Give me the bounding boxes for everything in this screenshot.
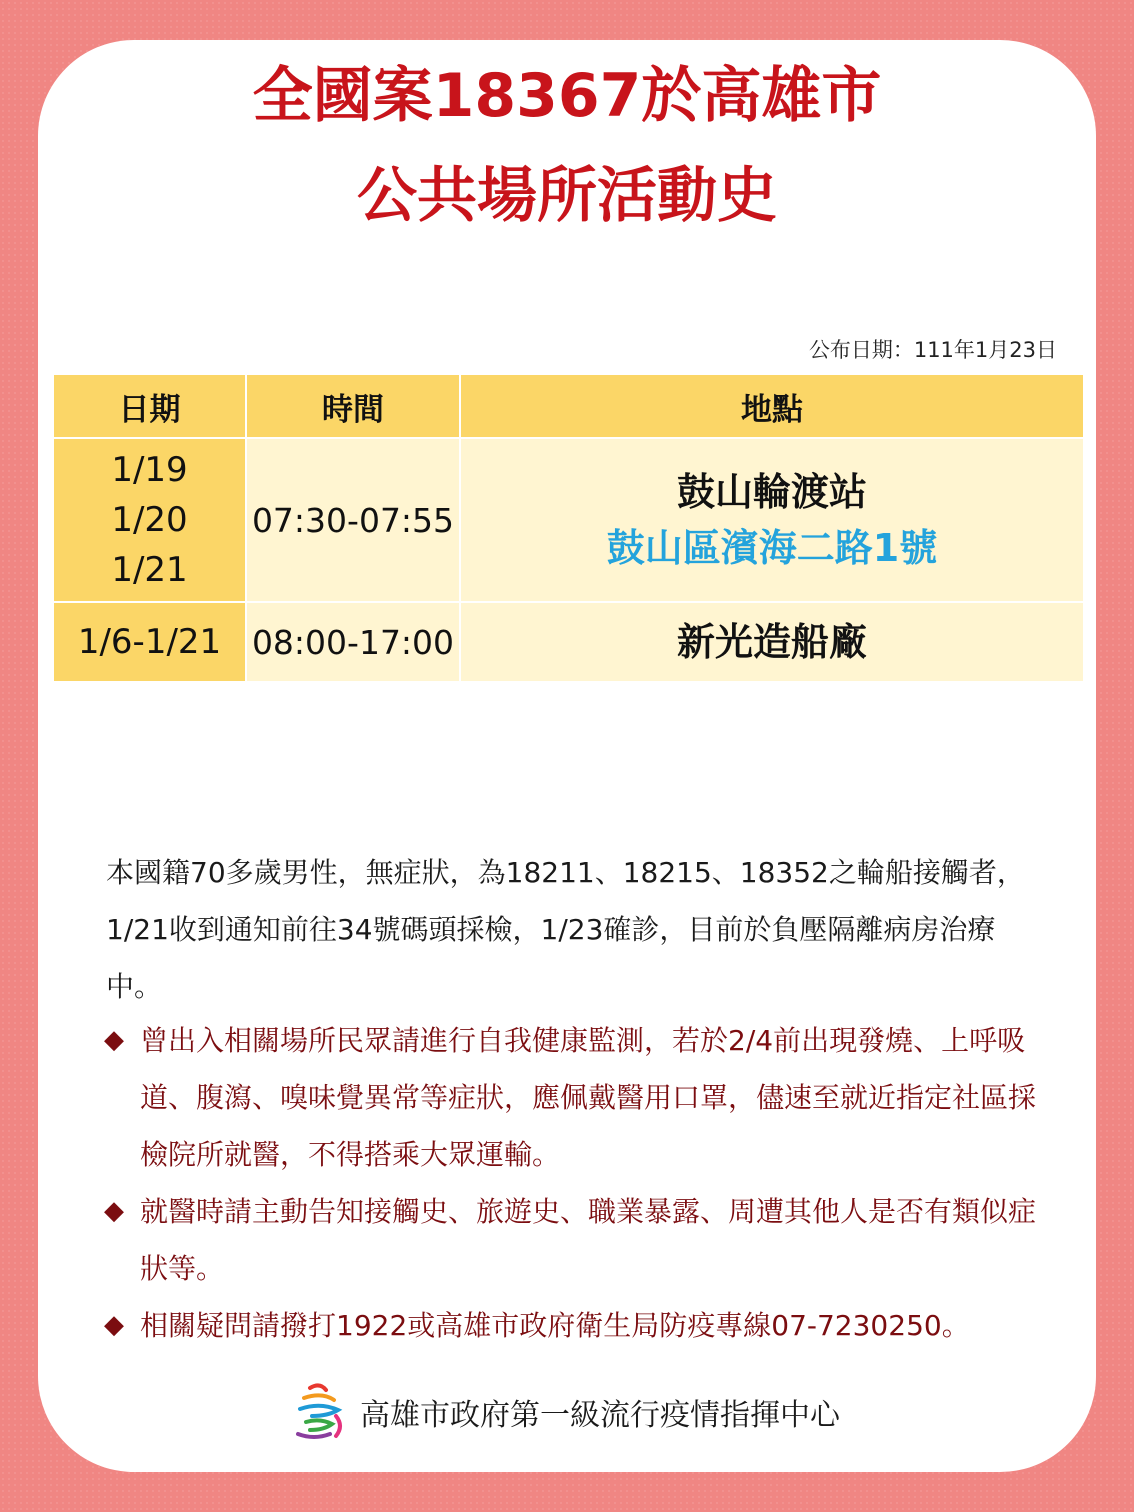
list-item	[104, 1297, 1054, 1354]
time-cell: 08:00-17:00	[246, 602, 460, 682]
time-cell: 07:30-07:55	[246, 438, 460, 602]
header-place: 地點	[460, 374, 1084, 438]
notes-list	[104, 1012, 1054, 1354]
header-date: 日期	[53, 374, 246, 438]
activity-table	[52, 373, 1085, 683]
place-address: 鼓山區濱海二路1號	[606, 526, 938, 570]
title-line-2: 公共場所活動史	[357, 161, 777, 231]
list-item	[104, 1183, 1054, 1297]
title-line-1: 全國案18367於高雄市	[252, 61, 882, 131]
kaohsiung-city-logo-icon	[290, 1382, 352, 1442]
date-value: 1/6-1/21	[77, 622, 222, 662]
table-header-row	[53, 374, 1084, 438]
footer-org-name: 高雄市政府第一級流行疫情指揮中心	[360, 1398, 840, 1433]
note-text: 相關疑問請撥打1922或高雄市政府衛生局防疫專線07-7230250。	[140, 1309, 970, 1342]
date-cell	[53, 438, 246, 602]
table-row	[53, 438, 1084, 602]
diamond-bullet-icon: ◆	[104, 1025, 124, 1055]
date-value: 1/21	[111, 550, 188, 590]
footer	[290, 1382, 840, 1442]
table-row	[53, 602, 1084, 682]
header-time: 時間	[246, 374, 460, 438]
date-cell	[53, 602, 246, 682]
place-name: 新光造船廠	[676, 620, 867, 664]
list-item	[104, 1012, 1054, 1183]
date-value: 1/19	[111, 450, 188, 490]
note-text: 曾出入相關場所民眾請進行自我健康監測，若於2/4前出現發燒、上呼吸道、腹瀉、嗅味覺異常等症狀，應佩戴醫用口罩，儘速至就近指定社區採檢院所就醫，不得搭乘大眾運輸。	[140, 1024, 1037, 1171]
place-cell	[460, 438, 1084, 602]
place-name: 鼓山輪渡站	[676, 470, 867, 514]
diamond-bullet-icon: ◆	[104, 1310, 124, 1340]
publish-date: 公布日期：111年1月23日	[808, 338, 1057, 362]
place-cell	[460, 602, 1084, 682]
date-value: 1/20	[111, 500, 188, 540]
case-description: 本國籍70多歲男性，無症狀，為18211、18215、18352之輪船接觸者，1/21收到通知前往34號碼頭採檢，1/23確診，目前於負壓隔離病房治療中。	[106, 856, 1025, 1003]
diamond-bullet-icon: ◆	[104, 1196, 124, 1226]
note-text: 就醫時請主動告知接觸史、旅遊史、職業暴露、周遭其他人是否有類似症狀等。	[140, 1195, 1037, 1285]
